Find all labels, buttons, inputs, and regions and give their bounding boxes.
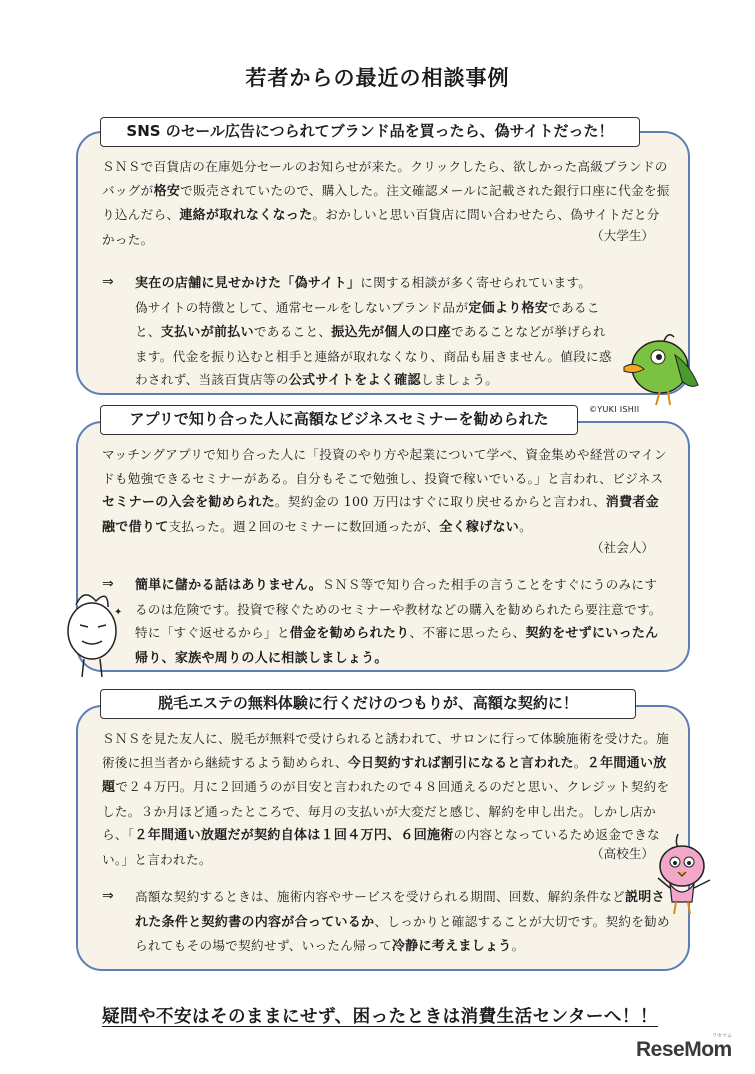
bold-text-run: 公式サイトをよく確認: [288, 373, 421, 388]
case-heading-1: SNS のセール広告につられてブランド品を買ったら、偽サイトだった！: [100, 117, 640, 147]
bold-text-run: 今日契約すれば割引になると言われた: [347, 755, 574, 771]
bold-text-run: 消費者金融で借りて: [102, 495, 659, 535]
case-age-2: （社会人）: [591, 540, 654, 555]
bold-text-run: セミナーの入会を勧められた: [102, 495, 275, 510]
svg-text:✦: ✦: [114, 607, 123, 618]
case-box-3: [76, 705, 690, 971]
bold-text-run: 実在の店舗に見せかけた「偽サイト」: [135, 276, 361, 291]
green-mascot-icon: [620, 325, 710, 410]
footer-message: 疑問や不安はそのままにせず、困ったときは消費生活センターへ！！: [102, 1007, 658, 1027]
text-run: 。おかしいと思い百貨店に問い合わせたら、偽サイトだと分かった。: [102, 207, 660, 247]
bold-text-run: 説明された条件と契約書の内容が合っているか: [135, 890, 665, 930]
text-run: 。: [511, 938, 525, 953]
text-run: 偽サイトの特徴として、通常セールをしないブランド品が: [135, 299, 469, 315]
text-run: であること、: [135, 299, 600, 339]
case-age-3: （高校生）: [591, 846, 654, 861]
case-advice-2: [102, 573, 670, 670]
text-run: 。: [573, 754, 587, 770]
bold-text-run: 契約をせずにいったん帰り、家族や周りの人に相談しましょう。: [135, 626, 659, 666]
case-heading-3: 脱毛エステの無料体験に行くだけのつもりが、高額な契約に！: [100, 689, 636, 719]
bold-text-run: ２年間通い放題: [102, 755, 667, 795]
case-story-2: [102, 443, 670, 539]
case-advice-3: [102, 885, 670, 959]
resemom-logo: ReseMom: [636, 1038, 732, 1061]
text-run: に関する相談が多く寄せられています。: [360, 275, 592, 290]
text-run: マッチングアプリで知り合った人に「投資のやり方や起業について学べ、資金集めや経営のマインドも勉強できるセミナーがある。自分もそこで勉強し、投資で稼いでいる。」と言われ、ビジネス: [102, 447, 667, 486]
case-box-2: [76, 421, 690, 672]
bold-text-run: 振込先が個人の口座: [331, 325, 451, 340]
bold-text-run: 冷静に考えましょう: [391, 939, 512, 954]
case-box-1: [76, 131, 690, 395]
bold-text-run: 簡単に儲かる話はありません。: [135, 578, 322, 593]
case-age-1: （大学生）: [591, 228, 654, 243]
bold-text-run: ２年間通い放題だが契約自体は１回４万円、６回施術: [134, 828, 454, 843]
resemom-logo-ruby: リセマム: [712, 1033, 732, 1039]
page-title: 若者からの最近の相談事例: [245, 66, 510, 90]
text-run: であることなどが挙げられます。代金を振り込むと相手と連絡が取れなくなり、商品も届きません。値段に惑わされず、当該百貨店等の: [135, 324, 612, 387]
arrow-icon: ⇒: [102, 576, 115, 592]
case-story-3: [102, 727, 670, 871]
text-run: 支払った。週２回のセミナーに数回通ったが、: [168, 518, 440, 534]
bold-text-run: 借金を勧められたり: [289, 626, 410, 641]
case-story-1: [102, 155, 670, 251]
text-run: の内容となっているため返金できない。」と言われた。: [102, 827, 660, 867]
pink-mascot-icon: [648, 830, 720, 916]
bold-text-run: 格安: [153, 183, 181, 199]
case-advice-1: [102, 271, 618, 393]
arrow-icon: ⇒: [102, 888, 115, 904]
case-heading-2: アプリで知り合った人に高額なビジネスセミナーを勧められた: [100, 405, 578, 435]
text-run: で２４万円。月に２回通うのが目安と言われたので４８回通えるのだと思い、クレジット契約をした。３か月ほど通ったところで、毎月の支払いが大変だと感じ、解約を申し出た。しかし店から、「: [102, 779, 670, 842]
bold-text-run: 全く稼げない: [439, 519, 520, 535]
bold-text-run: 定価より格安: [468, 300, 549, 316]
arrow-icon: ⇒: [102, 274, 115, 290]
text-run: 。: [519, 518, 533, 534]
text-run: ＳＮＳを見た友人に、脱毛が無料で受けられると誘われて、サロンに行って体験施術を受けた。施術後に担当者から継続するよう勧められ、: [102, 731, 670, 770]
white-bird-mascot-icon: [56, 585, 128, 685]
text-run: ＳＮＳで百貨店の在庫処分セールのお知らせが来た。クリックしたら、欲しかった高級ブランドのバッグが: [102, 159, 668, 198]
text-run: で販売されていたので、購入した。注文確認メールに記載された銀行口座に代金を振り込んだら、: [102, 182, 670, 222]
text-run: 高額な契約するときは、施術内容やサービスを受けられる期間、回数、解約条件など: [135, 889, 625, 904]
text-run: であること、: [253, 324, 332, 339]
text-run: 、しっかりと確認することが大切です。契約を勧められてもその場で契約せず、いったん帰って: [135, 913, 670, 953]
text-run: しましょう。: [420, 372, 499, 387]
illustration-credit: ©YUKI ISHII: [589, 405, 640, 414]
text-run: 、不審に思ったら、: [409, 625, 526, 640]
bold-text-run: 連絡が取れなくなった: [179, 208, 313, 223]
text-run: ＳＮＳ等で知り合った相手の言うことをすぐにうのみにするのは危険です。投資で稼ぐためのセミナーや教材などの購入を勧められたら要注意です。特に「すぐ返せるから」と: [135, 577, 662, 640]
text-run: 。契約金の 100 万円はすぐに取り戻せるからと言われ、: [274, 494, 606, 509]
bold-text-run: 支払いが前払い: [160, 325, 254, 340]
